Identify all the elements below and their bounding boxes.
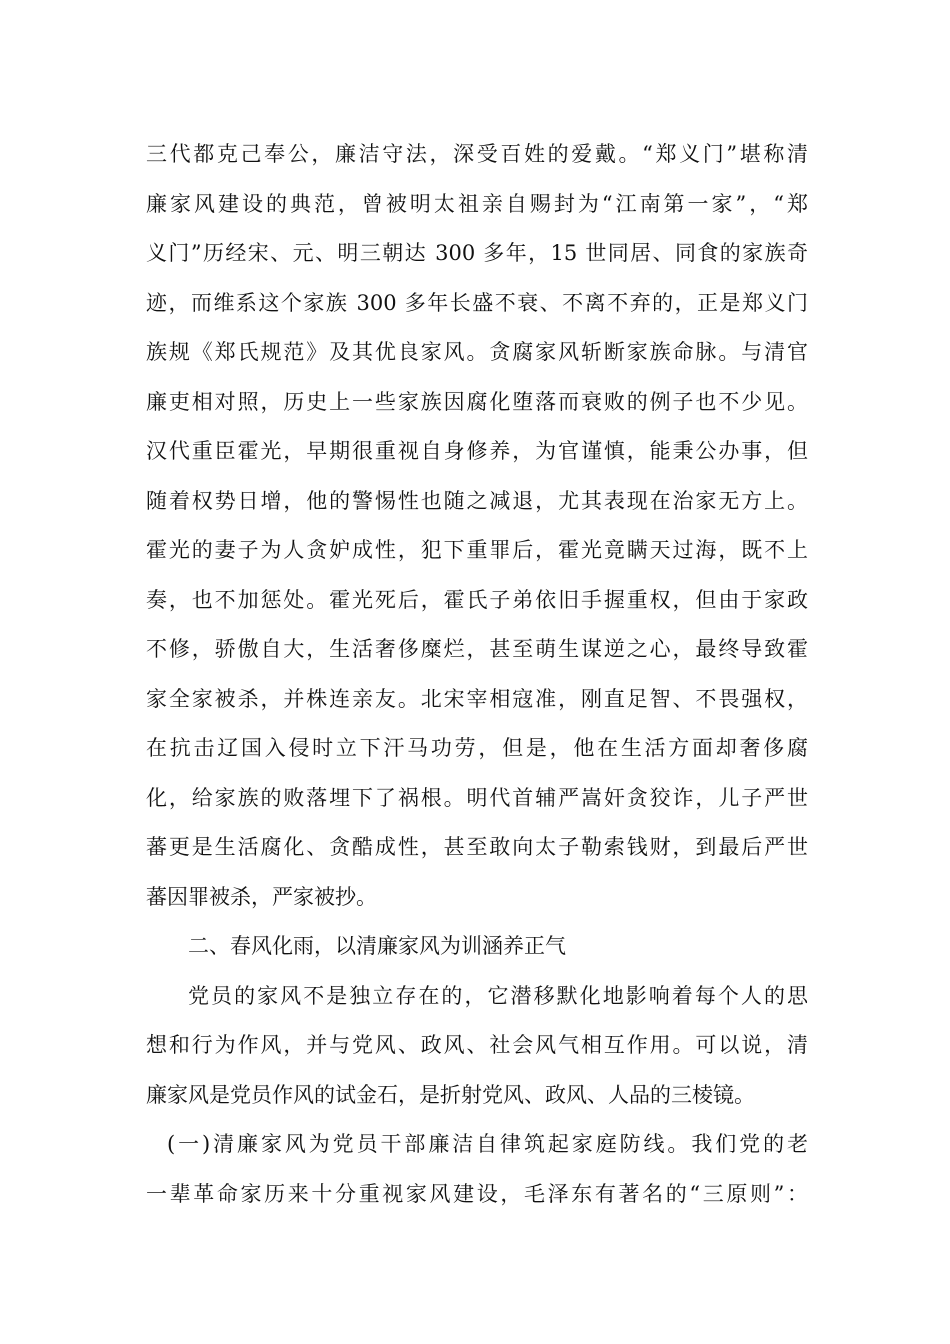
section-heading: 二、春风化雨，以清廉家风为训涵养正气 [188, 934, 566, 958]
text-line: 在抗击辽国入侵时立下汗马功劳，但是，他在生活方面却奢侈腐 [146, 736, 808, 760]
text-line: 族规《郑氏规范》及其优良家风。贪腐家风斩断家族命脉。与清官 [146, 340, 808, 364]
text-line: 义门”历经宋、元、明三朝达 300 多年，15 世同居、同食的家族奇 [146, 241, 808, 265]
text-line: 三代都克己奉公，廉洁守法，深受百姓的爱戴。“郑义门”堪称清 [146, 142, 808, 166]
body-text [146, 130, 808, 1219]
text-line: 蕃更是生活腐化、贪酷成性，甚至敢向太子勒索钱财，到最后严世 [146, 835, 808, 859]
text-line: 廉吏相对照，历史上一些家族因腐化堕落而衰败的例子也不少见。 [146, 389, 808, 414]
text-line: 一辈革命家历来十分重视家风建设，毛泽东有著名的“三原则”： [146, 1181, 808, 1206]
text-line: 奏，也不加惩处。霍光死后，霍氏子弟依旧手握重权，但由于家政 [146, 587, 808, 612]
text-line: 汉代重臣霍光，早期很重视自身修养，为官谨慎，能秉公办事，但 [146, 439, 808, 463]
text-line: 想和行为作风，并与党风、政风、社会风气相互作用。可以说，清 [146, 1033, 808, 1057]
text-line: 家全家被杀，并株连亲友。北宋宰相寇准，刚直足智、不畏强权， [146, 686, 808, 711]
subsection-start-line: (一)清廉家风为党员干部廉洁自律筑起家庭防线。我们党的老 [167, 1132, 808, 1156]
text-line: 不修，骄傲自大，生活奢侈糜烂，甚至萌生谋逆之心，最终导致霍 [146, 637, 808, 661]
text-line: 随着权势日增，他的警惕性也随之减退，尤其表现在治家无方上。 [146, 488, 808, 513]
paragraph-start-line: 党员的家风不是独立存在的，它潜移默化地影响着每个人的思 [188, 983, 808, 1008]
paragraph-end-line: 蕃因罪被杀，严家被抄。 [146, 884, 377, 909]
text-line: 霍光的妻子为人贪妒成性，犯下重罪后，霍光竟瞒天过海，既不上 [146, 538, 808, 562]
text-line: 迹，而维系这个家族 300 多年长盛不衰、不离不弃的，正是郑义门 [146, 290, 808, 315]
text-line: 廉家风建设的典范，曾被明太祖亲自赐封为“江南第一家”，“郑 [146, 191, 808, 216]
text-line: 化，给家族的败落埋下了祸根。明代首辅严嵩奸贪狡诈，儿子严世 [146, 785, 808, 810]
paragraph-end-line: 廉家风是党员作风的试金石，是折射党风、政风、人品的三棱镜。 [146, 1082, 755, 1107]
